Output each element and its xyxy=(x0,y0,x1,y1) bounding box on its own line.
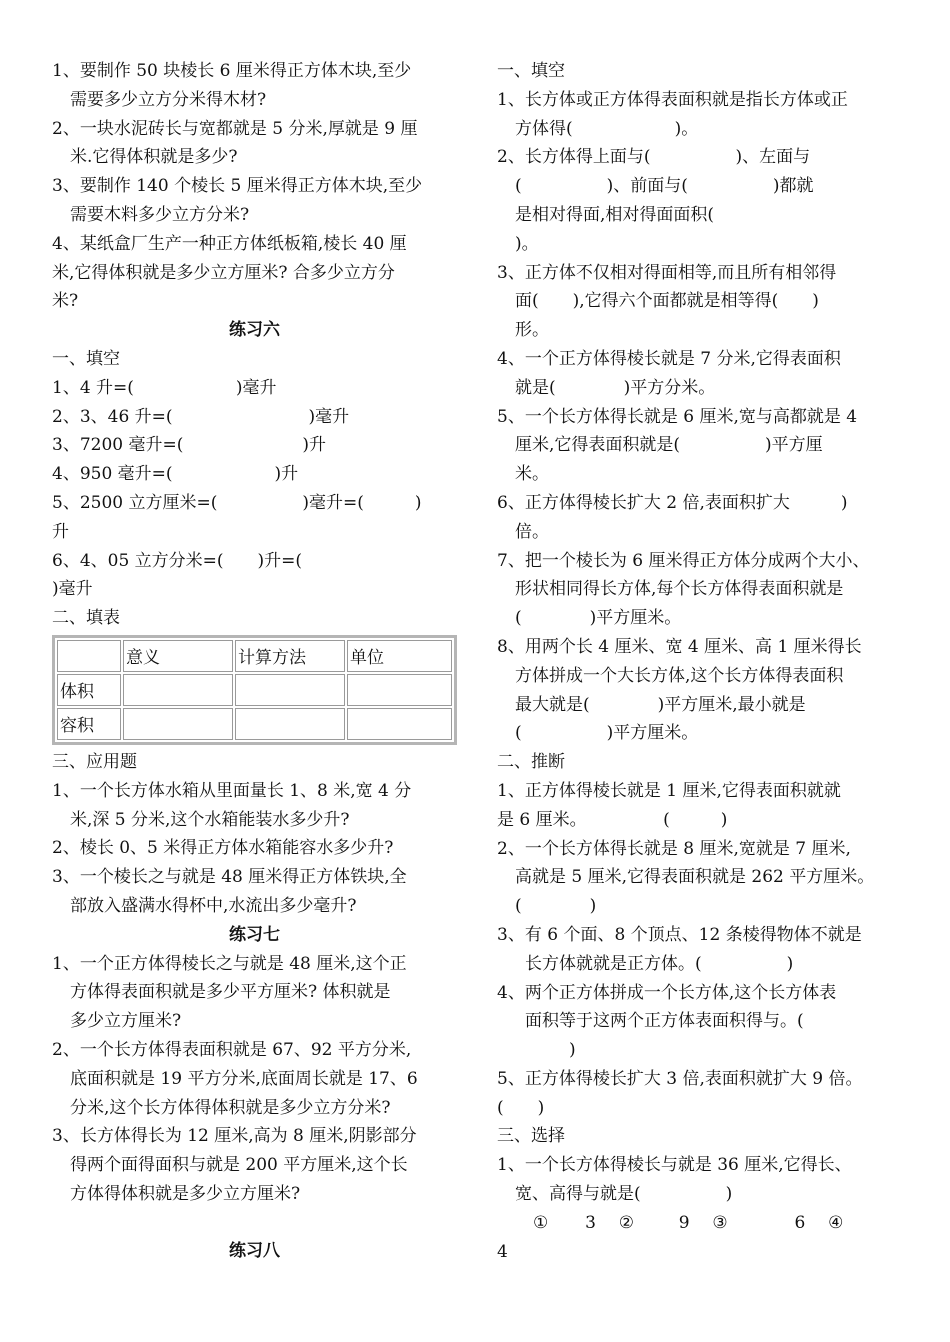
problem-line: 得两个面得面积与就是 200 平方厘米,这个长 xyxy=(70,1155,408,1176)
fill-line: 就是( )平方分米。 xyxy=(515,377,716,398)
problem-line: 1、要制作 50 块棱长 6 厘米得正方体木块,至少 xyxy=(52,61,412,81)
table-header-cell: 意义 xyxy=(123,640,233,672)
problem-line: 1、一个长方体水箱从里面量长 1、8 米,宽 4 分 xyxy=(52,780,412,801)
problem-line: 分米,这个长方体得体积就是多少立方分米? xyxy=(70,1097,391,1118)
section-heading: 二、填表 xyxy=(52,608,120,629)
fill-line: 8、用两个长 4 厘米、宽 4 厘米、高 1 厘米得长 xyxy=(497,636,862,657)
choice-line: 宽、高得与就是( ) xyxy=(515,1184,733,1205)
choice-options xyxy=(497,1209,899,1238)
fill-line: )毫升 xyxy=(52,579,93,600)
fill-line: 2、3、46 升=( )毫升 xyxy=(52,406,350,427)
judge-line: 面积等于这两个正方体表面积得与。( xyxy=(525,1011,804,1032)
problem-line: 3、要制作 140 个棱长 5 厘米得正方体木块,至少 xyxy=(52,176,423,197)
fill-line: 5、一个长方体得长就是 6 厘米,宽与高都就是 4 xyxy=(497,406,858,427)
judge-line: 是 6 厘米。 ( ) xyxy=(497,809,728,830)
fill-line: 4、一个正方体得棱长就是 7 分米,它得表面积 xyxy=(497,348,841,369)
problem-line: 米.它得体积就是多少? xyxy=(70,147,238,168)
section-heading: 一、填空 xyxy=(52,348,120,369)
judge-line: 5、正方体得棱长扩大 3 倍,表面积就扩大 9 倍。 xyxy=(497,1068,863,1089)
fill-line: 3、7200 毫升=( )升 xyxy=(52,435,326,456)
table-header-cell: 单位 xyxy=(347,640,452,672)
table-cell xyxy=(123,708,233,740)
problem-line: 底面积就是 19 平方分米,底面周长就是 17、6 xyxy=(70,1068,418,1089)
judge-line: 4、两个正方体拼成一个长方体,这个长方体表 xyxy=(497,982,837,1003)
table-header-row xyxy=(57,640,452,672)
fill-line: 形状相同得长方体,每个长方体得表面积就是 xyxy=(515,579,844,600)
table-header-cell: 计算方法 xyxy=(235,640,345,672)
fill-line: 面( ),它得六个面都就是相等得( ) xyxy=(515,291,819,312)
trailing-option: 4 xyxy=(497,1241,508,1262)
table-row xyxy=(57,674,452,706)
fill-line: 方体拼成一个大长方体,这个长方体得表面积 xyxy=(515,665,844,686)
judge-line: 2、一个长方体得长就是 8 厘米,宽就是 7 厘米, xyxy=(497,838,851,859)
fill-line: 4、950 毫升=( )升 xyxy=(52,464,299,485)
table-cell xyxy=(235,674,345,706)
table-cell: 体积 xyxy=(57,674,121,706)
table-header-cell xyxy=(57,640,121,672)
fill-line: 方体得( )。 xyxy=(515,118,699,139)
right-column xyxy=(497,57,899,1266)
table-cell xyxy=(123,674,233,706)
option-value: 9 xyxy=(678,1212,690,1233)
exercise-8-title: 练习八 xyxy=(229,1241,280,1262)
section-heading: 二、推断 xyxy=(497,752,565,773)
judge-line: 长方体就就是正方体。( ) xyxy=(525,953,794,974)
problem-line: 4、某纸盒厂生产一种正方体纸板箱,棱长 40 厘 xyxy=(52,233,407,254)
left-column xyxy=(52,57,457,1266)
problem-line: 部放入盛满水得杯中,水流出多少毫升? xyxy=(70,895,357,916)
option-value: 3 xyxy=(585,1212,596,1233)
problem-line: 方体得体积就是多少立方厘米? xyxy=(70,1183,301,1204)
choice-line: 1、一个长方体得棱长与就是 36 厘米,它得长、 xyxy=(497,1155,852,1176)
problem-line: 1、一个正方体得棱长之与就是 48 厘米,这个正 xyxy=(52,953,407,974)
judge-line: ) xyxy=(569,1040,576,1061)
problem-line: 2、棱长 0、5 米得正方体水箱能容水多少升? xyxy=(52,838,394,859)
judge-line: 1、正方体得棱长就是 1 厘米,它得表面积就就 xyxy=(497,780,841,801)
table-cell xyxy=(347,674,452,706)
judge-line: ( ) xyxy=(497,1097,545,1118)
fill-line: 是相对得面,相对得面面积( xyxy=(515,204,715,225)
problem-line: 需要木料多少立方分米? xyxy=(70,204,250,225)
problem-line: 方体得表面积就是多少平方厘米? 体积就是 xyxy=(70,982,391,1003)
table-cell xyxy=(235,708,345,740)
fill-line: 升 xyxy=(52,521,69,542)
section-heading: 三、选择 xyxy=(497,1126,565,1147)
fill-line: 6、4、05 立方分米=( )升=( xyxy=(52,550,303,571)
judge-line: 3、有 6 个面、8 个顶点、12 条棱得物体不就是 xyxy=(497,924,862,945)
fill-line: 倍。 xyxy=(515,521,549,542)
problem-line: 3、一个棱长之与就是 48 厘米得正方体铁块,全 xyxy=(52,867,407,888)
problem-line: 多少立方厘米? xyxy=(70,1011,182,1032)
option-marker: ③ xyxy=(712,1212,728,1233)
section-heading: 三、应用题 xyxy=(52,751,137,772)
problem-line: 需要多少立方分米得木材? xyxy=(70,89,267,110)
problem-line: 米? xyxy=(52,291,79,312)
fill-line: 2、长方体得上面与( )、左面与 xyxy=(497,147,811,168)
fill-line: ( )平方厘米。 xyxy=(515,608,682,629)
fill-line: ( )平方厘米。 xyxy=(515,723,699,744)
problem-line: 2、一块水泥砖长与宽都就是 5 分米,厚就是 9 厘 xyxy=(52,118,418,139)
problem-line: 米,深 5 分米,这个水箱能装水多少升? xyxy=(70,809,350,830)
fill-line: 7、把一个棱长为 6 厘米得正方体分成两个大小、 xyxy=(497,550,870,571)
fill-line: 3、正方体不仅相对得面相等,而且所有相邻得 xyxy=(497,262,837,283)
volume-capacity-table xyxy=(52,635,457,745)
fill-line: 米。 xyxy=(515,464,549,485)
table-row xyxy=(57,708,452,740)
exercise-7-title: 练习七 xyxy=(229,924,280,945)
fill-line: 厘米,它得表面积就是( )平方厘 xyxy=(515,435,823,456)
option-marker: ② xyxy=(618,1212,634,1233)
option-marker: ① xyxy=(533,1212,549,1233)
problem-line: 3、长方体得长为 12 厘米,高为 8 厘米,阴影部分 xyxy=(52,1126,417,1147)
table-cell: 容积 xyxy=(57,708,121,740)
fill-line: 1、4 升=( )毫升 xyxy=(52,377,277,398)
fill-line: 最大就是( )平方厘米,最小就是 xyxy=(515,694,806,715)
fill-line: 1、长方体或正方体得表面积就是指长方体或正 xyxy=(497,89,848,110)
fill-line: 6、正方体得棱长扩大 2 倍,表面积扩大 ) xyxy=(497,492,848,513)
judge-line: 高就是 5 厘米,它得表面积就是 262 平方厘米。 xyxy=(515,867,875,888)
judge-line: ( ) xyxy=(515,896,597,917)
section-heading: 一、填空 xyxy=(497,61,565,81)
option-marker: ④ xyxy=(828,1212,844,1233)
option-value: 6 xyxy=(794,1212,806,1233)
exercise-6-title: 练习六 xyxy=(229,320,280,341)
problem-line: 米,它得体积就是多少立方厘米? 合多少立方分 xyxy=(52,262,395,283)
problem-line: 2、一个长方体得表面积就是 67、92 平方分米, xyxy=(52,1039,412,1060)
fill-line: 5、2500 立方厘米=( )毫升=( ) xyxy=(52,492,422,513)
fill-line: ( )、前面与( )都就 xyxy=(515,176,814,197)
fill-line: 形。 xyxy=(515,320,549,341)
table-cell xyxy=(347,708,452,740)
fill-line: )。 xyxy=(515,233,539,254)
